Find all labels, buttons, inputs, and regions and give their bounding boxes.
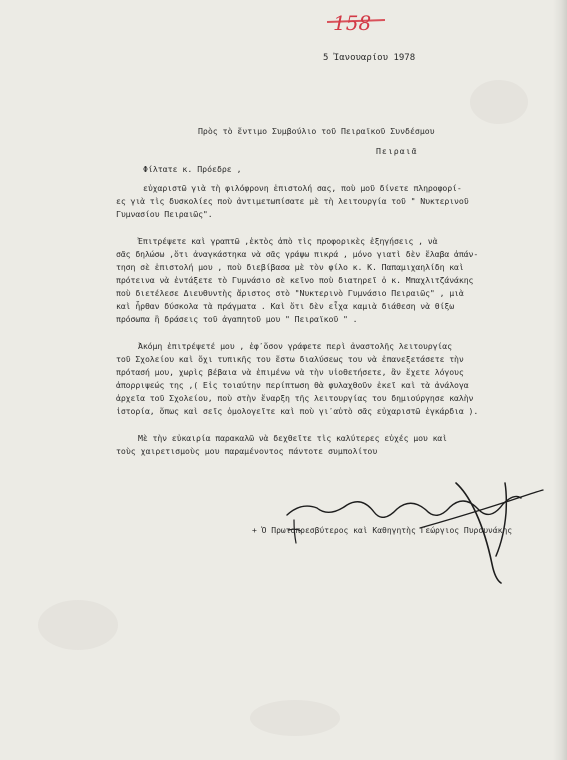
body-line: πρόσωπα ἢ δράσεις τοῦ ἀγαπητοῦ μου " Πειραϊκοῦ " . xyxy=(116,314,358,324)
body-line: καὶ ἦρθαν δύσκολα τὰ πράγματα . Καὶ ὅτι δὲν εἶχα καμιὰ διάθεση νὰ θίξω xyxy=(116,301,455,311)
signature-caption: + Ὁ Πρωτοπρεσβύτερος καὶ Καθηγητὴς Γεώργιος Πυρουνάκης xyxy=(252,526,513,535)
paper-stain xyxy=(250,700,340,736)
salutation: Φίλτατε κ. Πρόεδρε , xyxy=(143,164,242,174)
body-line: ἱστορία, ὅπως καὶ σεῖς ὁμολογεῖτε καὶ ποὺ γι᾽αὐτὸ σᾶς εὐχαριστῶ ἐγκάρδια ). xyxy=(116,406,479,416)
body-line: Γυμνασίου Πειραιῶς". xyxy=(116,209,213,219)
body-line: τοῦ Σχολείου καὶ ὄχι τυπικῆς του ἔστω διαλύσεως του νὰ ἐπανεξετάσετε τὴν xyxy=(116,354,464,364)
body-line: Ἐπιτρέψετε καὶ γραπτῶ ,ἐκτὸς ἀπὸ τὶς προφορικὲς ἐξηγήσεις , νὰ xyxy=(138,236,438,246)
body-line: Ἀκόμη ἐπιτρέψετέ μου , ἐφ᾽ὅσον γράφετε περὶ ἀναστολῆς λειτουργίας xyxy=(138,341,452,351)
paper-stain xyxy=(38,600,118,650)
body-line: ποὺ διετέλεσε Διευθυντὴς ἄριστος στὸ "Νυκτερινὸ Γυμνάσιο Πειραιῶς" , μιὰ xyxy=(116,288,464,298)
paper-edge-shadow xyxy=(553,0,567,760)
body-line: εὐχαριστῶ γιὰ τὴ φιλόφρονη ἐπιστολή σας, ποὺ μοῦ δίνετε πληροφορί- xyxy=(143,183,462,193)
body-line: ες γιὰ τὶς δυσκολίες ποὺ ἀντιμετωπίσατε μὲ τὴ λειτουργία τοῦ " Νυκτερινοῦ xyxy=(116,196,469,206)
letter-date: 5 Ἰανουαρίου 1978 xyxy=(323,53,416,63)
body-line: σᾶς δηλώσω ,ὅτι ἀναγκάστηκα νὰ σᾶς γράψω πικρά , μόνο γιατὶ δὲν ἔλαβα ἀπάν- xyxy=(116,249,479,259)
recipient-line: Πρὸς τὸ ἔντιμο Συμβούλιο τοῦ Πειραϊκοῦ Συνδέσμου xyxy=(198,126,435,136)
paper-stain xyxy=(470,80,528,124)
closing-line: Μὲ τὴν εὐκαιρία παρακαλῶ νὰ δεχθεῖτε τὶς καλύτερες εὐχές μου καὶ xyxy=(138,433,448,443)
closing-line: τοὺς χαιρετισμοὺς μου παραμένοντος πάντοτε συμπολίτου xyxy=(116,446,378,456)
body-line: ἀρχεῖα τοῦ Σχολείου, ποὺ στὴν ἔναρξη τῆς λειτουργίας του δημιούργησε καλὴν xyxy=(116,393,474,403)
body-line: τηση σὲ ἐπιστολή μου , ποὺ διεβίβασα μὲ τὸν φίλο κ. Κ. Παπαμιχαηλίδη καὶ xyxy=(116,262,464,272)
body-line: ἀπορριψεώς της ,( Εἰς τοιαύτην περίπτωση θὰ φυλαχθοῦν ἐκεῖ καὶ τὰ ἀνάλογα xyxy=(116,380,469,390)
body-line: πρότασή μου, χωρὶς βέβαια νὰ ἐπιμένω νὰ τὴν υἱοθετήσετε, ἂν ἔχετε λόγους xyxy=(116,367,464,377)
body-line: πρότεινα νὰ ἐντάξετε τὸ Γυμνάσιο σὲ κεῖνο ποὺ διατηρεῖ ὁ κ. Μπαχλιτζάνάκης xyxy=(116,275,474,285)
page-number: 158 xyxy=(333,11,372,35)
recipient-city: Πειραιᾶ xyxy=(376,146,418,156)
